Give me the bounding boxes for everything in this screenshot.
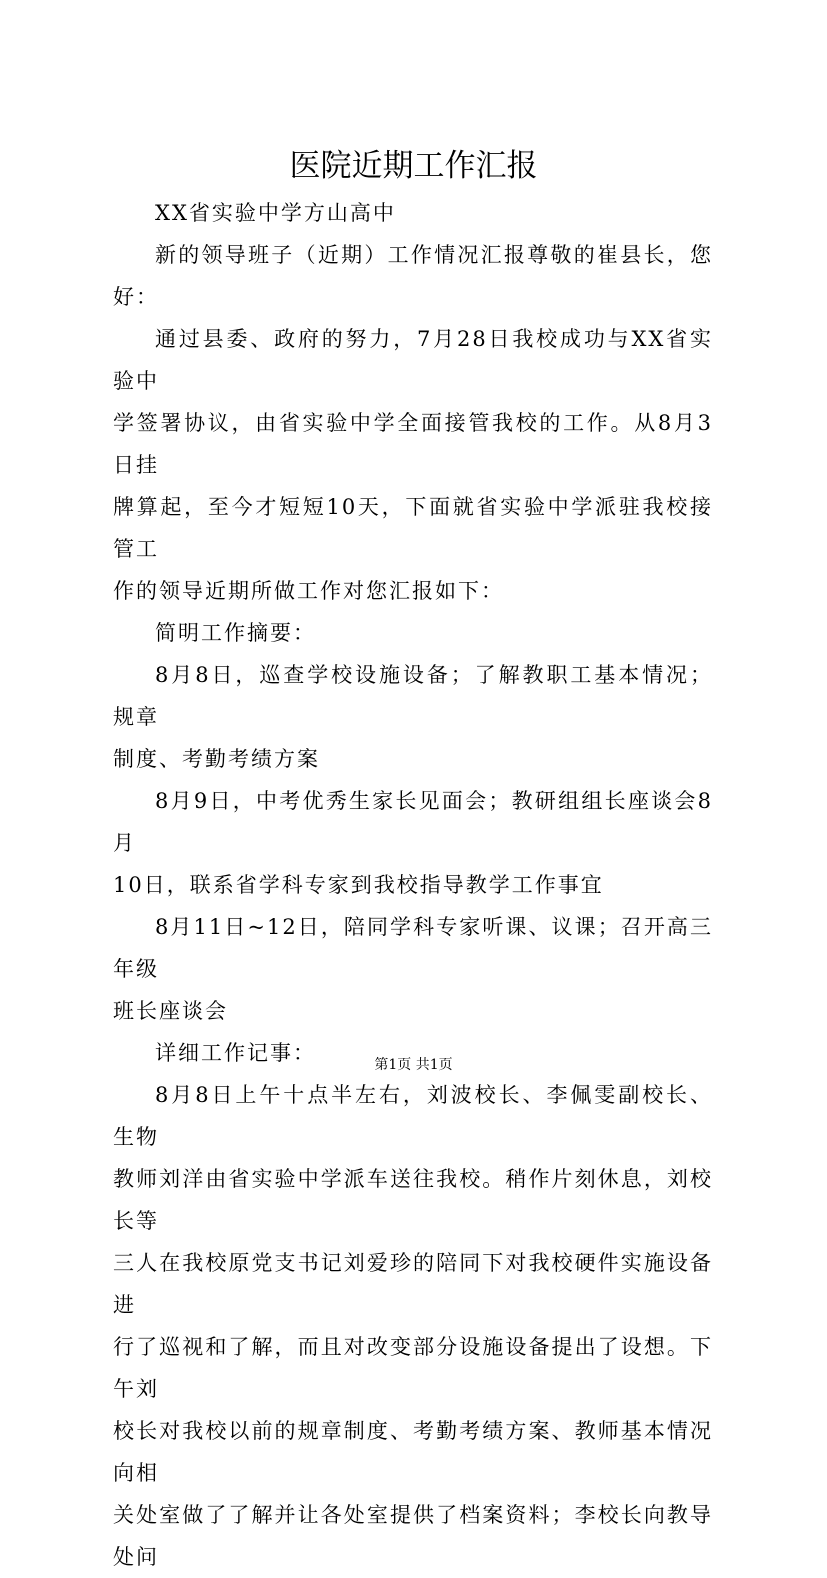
summary-item-aug8: 8月8日，巡查学校设施设备；了解教职工基本情况；规章 制度、考勤考绩方案 <box>113 663 713 771</box>
summary-heading: 简明工作摘要： <box>155 621 316 645</box>
summary-item-aug9: 8月9日，中考优秀生家长见面会；教研组组长座谈会8月 10日，联系省学科专家到我校指导教学工作事宜 <box>113 789 713 897</box>
school-name-line: XX省实验中学方山高中 <box>155 201 396 225</box>
document-body <box>113 192 713 1578</box>
page-footer: 第1页 共1页 <box>374 1057 453 1073</box>
details-paragraph-aug8: 8月8日上午十点半左右，刘波校长、李佩雯副校长、生物 教师刘洋由省实验中学派车送往我校。稍作片刻休息，刘校长等 三人在我校原党支书记刘爱珍的陪同下对我校硬件实施设备进 行了巡视和了解，而且对改变部分设施设备提出了设想。下午刘 校长对我校以前的规章制度、考勤考绩方案、教师基本情况向相 关处室做了了解并让各处室提供了档案资料；李校长向教导处问 <box>113 1083 713 1569</box>
salutation-paragraph: 新的领导班子（近期）工作情况汇报尊敬的崔县长，您好： <box>113 243 713 309</box>
document-title: 医院近期工作汇报 <box>289 148 538 184</box>
summary-item-aug11-12: 8月11日~12日，陪同学科专家听课、议课；召开高三年级 班长座谈会 <box>113 915 713 1023</box>
details-heading: 详细工作记事： <box>155 1041 316 1065</box>
intro-paragraph: 通过县委、政府的努力，7月28日我校成功与XX省实验中 学签署协议，由省实验中学全面接管我校的工作。从8月3日挂 牌算起，至今才短短10天，下面就省实验中学派驻我校接管工 作的领导近期所做工作对您汇报如下： <box>113 327 713 603</box>
